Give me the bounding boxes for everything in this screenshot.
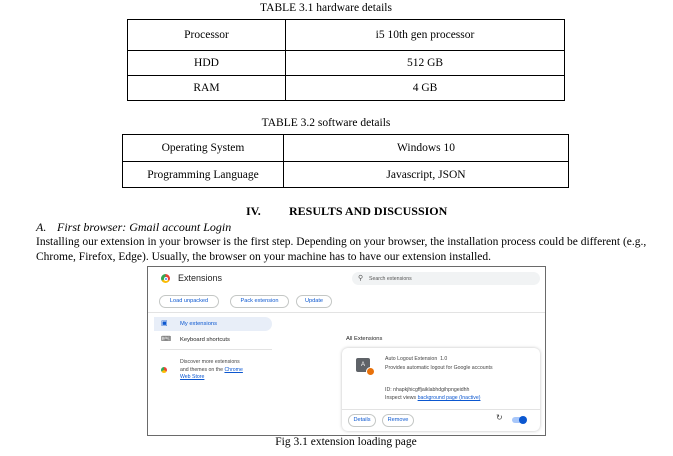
extension-card bbox=[342, 348, 540, 431]
divider bbox=[342, 409, 540, 410]
sidebar-item-keyboard-shortcuts[interactable]: Keyboard shortcuts bbox=[180, 337, 230, 343]
pack-extension-button[interactable]: Pack extension bbox=[230, 295, 289, 308]
keyboard-icon: ⌨ bbox=[161, 336, 172, 343]
discover-text: Discover more extensions and themes on the Chrome Web Store bbox=[180, 359, 243, 380]
paragraph-line: Chrome, Firefox, Edge). Usually, the browser on your machine has to have our extension installed. bbox=[36, 251, 491, 263]
reload-icon[interactable]: ↻ bbox=[496, 413, 503, 422]
chrome-logo-icon bbox=[161, 274, 170, 283]
chrome-link[interactable]: Chrome bbox=[224, 366, 243, 373]
section-number: IV. bbox=[246, 204, 261, 218]
search-icon: ⚲ bbox=[358, 275, 364, 282]
remove-button[interactable]: Remove bbox=[382, 414, 414, 427]
divider bbox=[160, 349, 272, 350]
software-table bbox=[122, 134, 569, 188]
table2-caption: TABLE 3.2 software details bbox=[261, 117, 391, 129]
subsection-number: A. bbox=[36, 220, 47, 234]
update-button[interactable]: Update bbox=[296, 295, 332, 308]
search-placeholder: Search extensions bbox=[369, 275, 412, 282]
subsection-title: First browser: Gmail account Login bbox=[57, 220, 232, 234]
details-button[interactable]: Details bbox=[348, 414, 376, 427]
background-page-link[interactable]: background page (Inactive) bbox=[417, 395, 481, 401]
enable-toggle[interactable] bbox=[512, 417, 526, 423]
search-input[interactable] bbox=[352, 272, 540, 285]
hardware-table bbox=[127, 19, 565, 101]
puzzle-icon: ▣ bbox=[161, 320, 168, 327]
figure-caption: Fig 3.1 extension loading page bbox=[275, 436, 417, 448]
sidebar-item-label: My extensions bbox=[180, 321, 218, 327]
page-title: Extensions bbox=[178, 273, 223, 283]
table-cell: RAM bbox=[128, 76, 286, 101]
extension-icon: A bbox=[356, 358, 370, 372]
web-store-link[interactable]: Web Store bbox=[180, 374, 205, 380]
extension-description: Provides automatic logout for Google accounts bbox=[385, 365, 493, 371]
divider bbox=[148, 312, 545, 313]
table-cell: 512 GB bbox=[286, 51, 565, 76]
table-cell: i5 10th gen processor bbox=[286, 20, 565, 51]
table-cell: 4 GB bbox=[286, 76, 565, 101]
load-unpacked-button[interactable]: Load unpacked bbox=[159, 295, 219, 308]
section-title: RESULTS AND DISCUSSION bbox=[289, 204, 448, 218]
web-store-icon bbox=[161, 367, 167, 373]
inspect-views: Inspect views background page (Inactive) bbox=[385, 395, 481, 401]
paragraph-line: Installing our extension in your browser is the first step. Depending on your browser, the installation process could be different (e.g., bbox=[36, 236, 647, 248]
error-badge-icon bbox=[366, 367, 375, 376]
table-cell: Javascript, JSON bbox=[284, 162, 569, 188]
table-cell: Operating System bbox=[123, 135, 284, 162]
table-cell: Programming Language bbox=[123, 162, 284, 188]
extension-name-line: Auto Logout Extension 1.0 bbox=[385, 356, 448, 362]
toggle-knob bbox=[519, 416, 527, 424]
table-cell: Processor bbox=[128, 20, 286, 51]
table-cell: Windows 10 bbox=[284, 135, 569, 162]
table-cell: HDD bbox=[128, 51, 286, 76]
extensions-screenshot bbox=[147, 266, 546, 436]
extension-id: ID: nhapkjhicgffjaiklabhdgihpngeidhh bbox=[385, 387, 470, 393]
all-extensions-label: All Extensions bbox=[346, 336, 383, 342]
table1-caption: TABLE 3.1 hardware details bbox=[260, 2, 392, 14]
